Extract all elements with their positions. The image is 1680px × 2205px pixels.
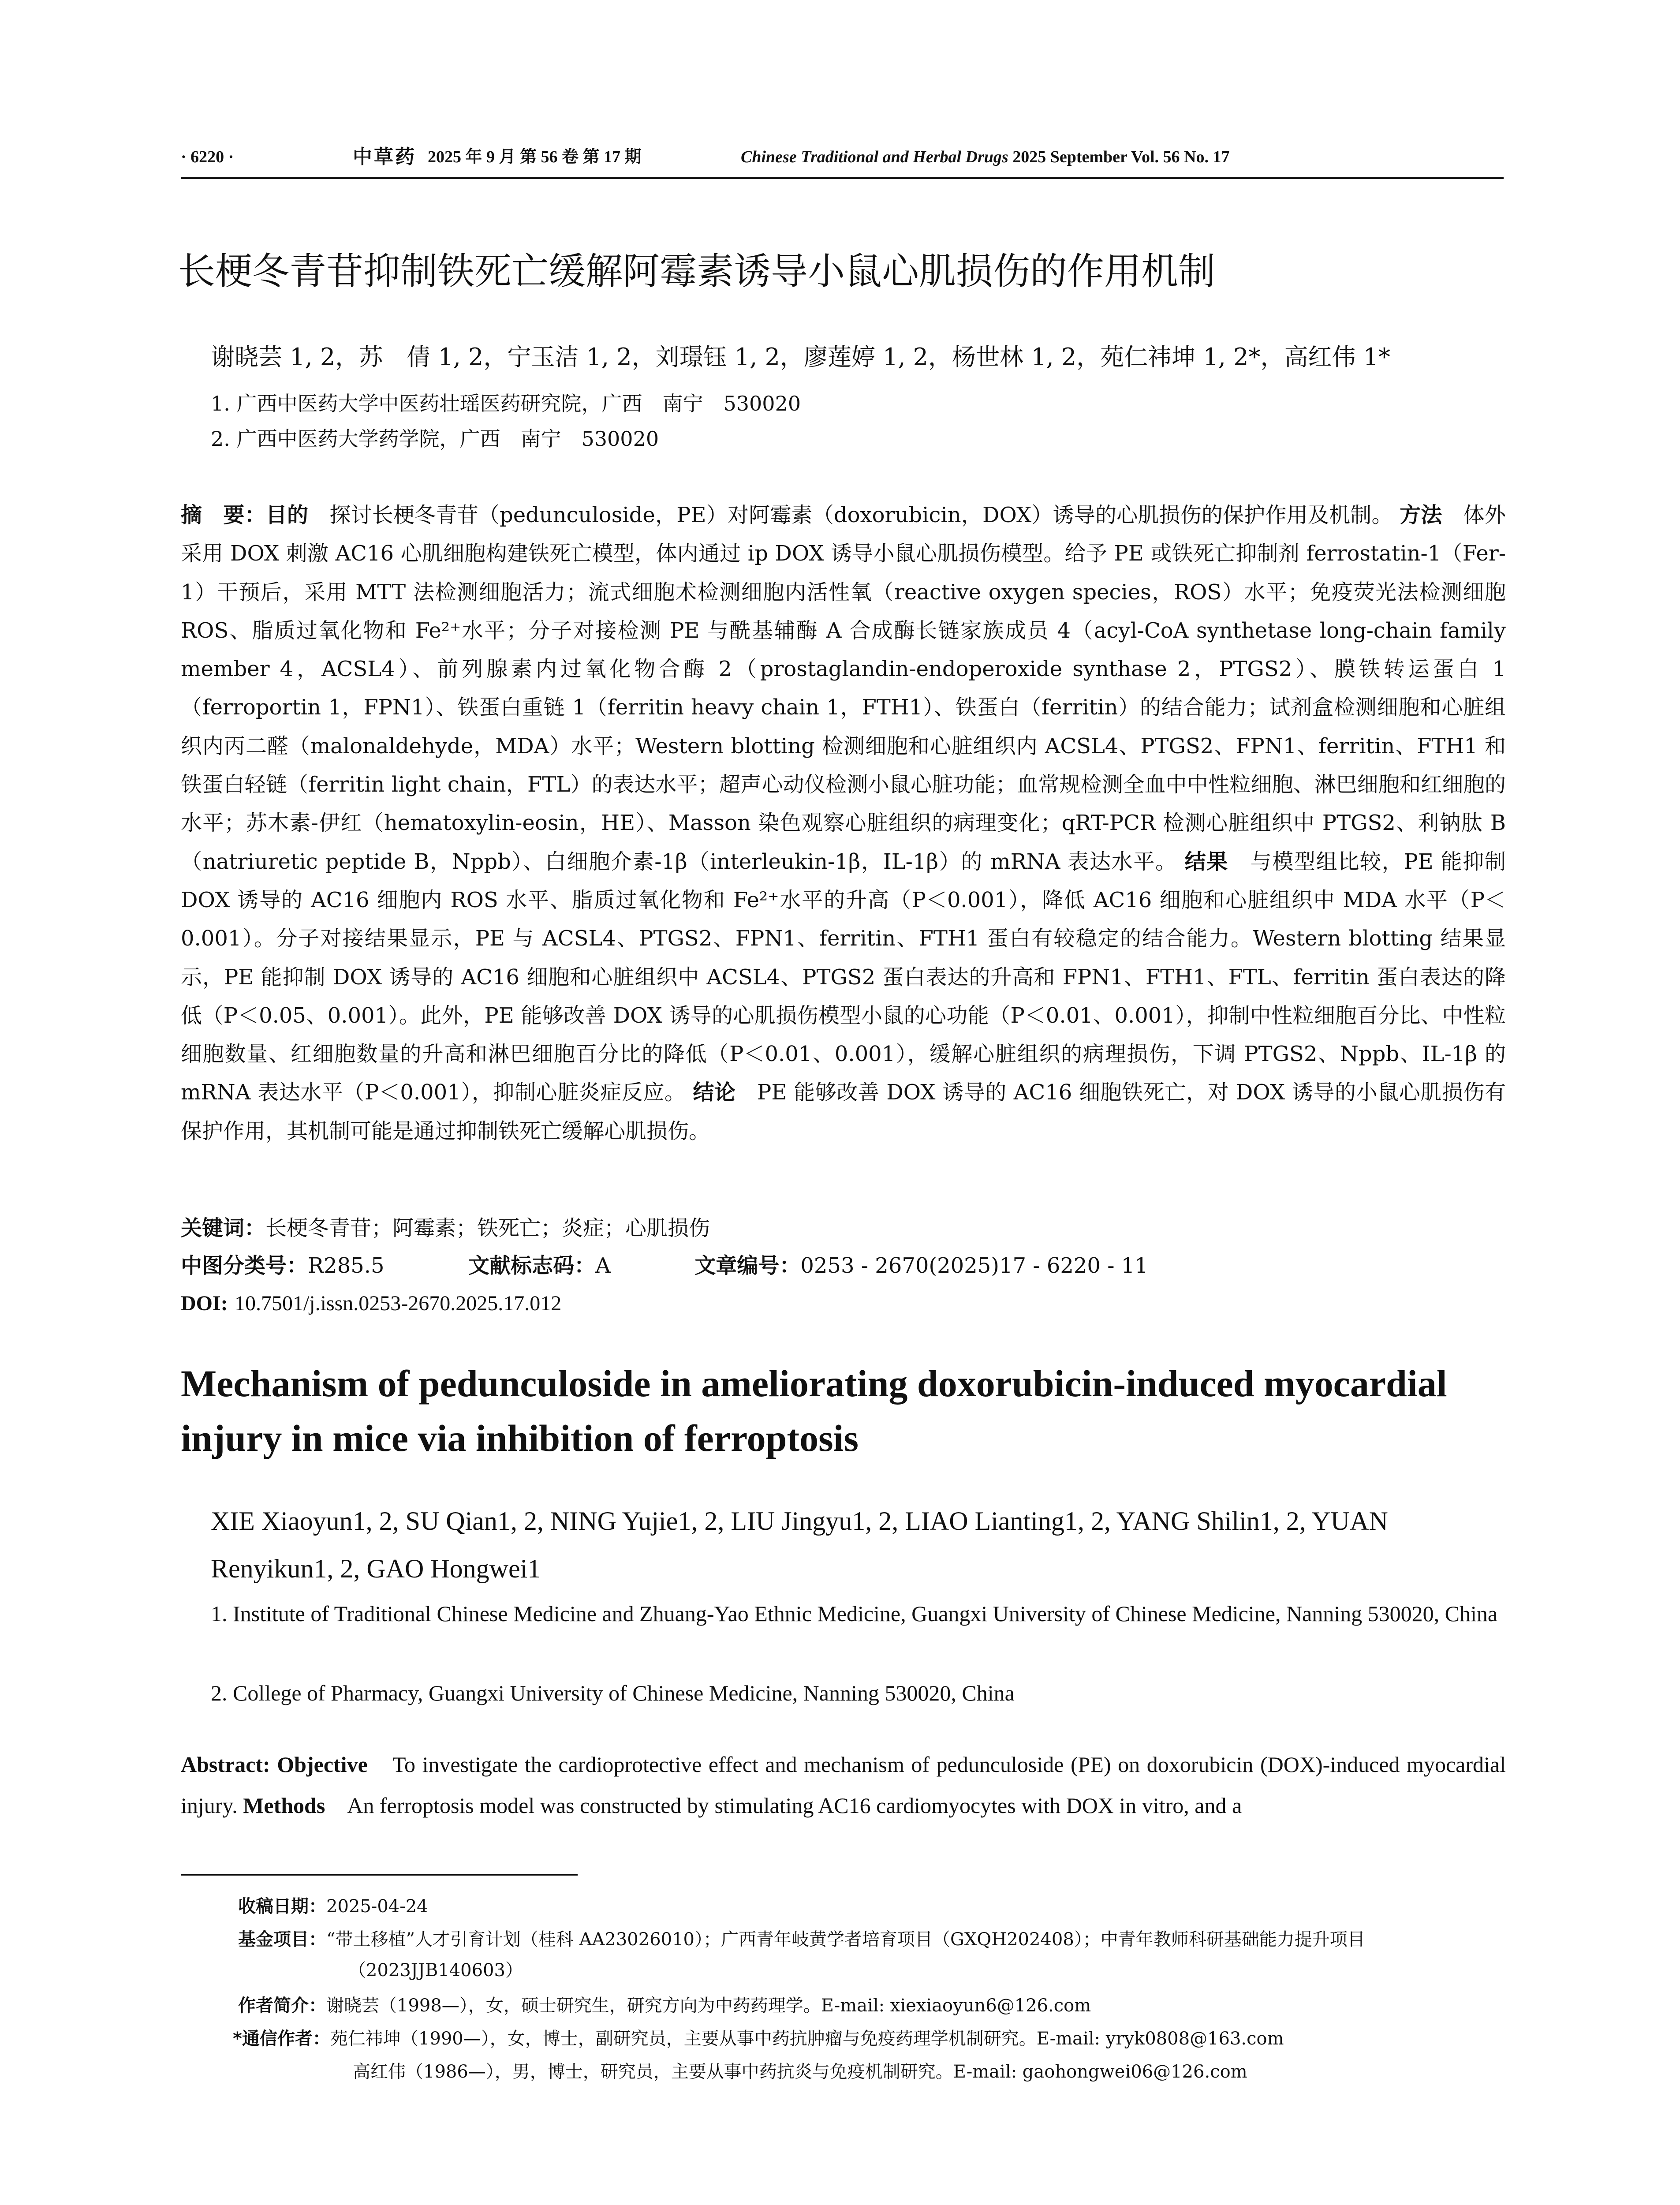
journal-name-en (741, 144, 1229, 170)
author-bio (238, 1991, 1091, 2020)
footnote-rule (181, 1874, 578, 1876)
classification-line (181, 1248, 1148, 1283)
doc-code-value: A (595, 1253, 611, 1278)
fund-label: 基金项目： (238, 1929, 326, 1950)
title-en: Mechanism of pedunculoside in ameliorating doxorubicin-induced myocardial injury in mice via inhibition of ferroptosis (181, 1362, 1447, 1459)
corresponding-2: 高红伟（1986—），男，博士，研究员，主要从事中药抗炎与免疫机制研究。E-mail: gaohongwei06@126.com (353, 2062, 1247, 2082)
corresponding-label: *通信作者： (233, 2029, 330, 2049)
page-number: · 6220 · (181, 148, 234, 166)
article-number-label: 文章编号： (694, 1253, 801, 1278)
abstract-en (181, 1744, 1506, 1826)
methods-en-label: Methods (243, 1793, 325, 1818)
authors-en: XIE Xiaoyun1, 2, SU Qian1, 2, NING Yujie1, 2, LIU Jingyu1, 2, LIAO Lianting1, 2, YANG Shilin1, 2, YUAN Renyikun1, 2, GAO Hongwei1 (211, 1506, 1388, 1583)
keywords-value: 长梗冬青苷；阿霉素；铁死亡；炎症；心肌损伤 (265, 1216, 710, 1241)
abstract-label: 摘 要： (181, 503, 266, 527)
received-value: 2025-04-24 (326, 1896, 428, 1917)
methods-en-text: An ferroptosis model was constructed by stimulating AC16 cardiomyocytes with DOX in vitro, and a (347, 1793, 1242, 1818)
methods-label: 方法 (1400, 503, 1442, 527)
author-bio-label: 作者简介： (238, 1996, 326, 2016)
corresponding-1-value: 苑仁祎坤（1990—），女，博士，副研究员，主要从事中药抗肿瘤与免疫药理学机制研究。E-mail: yryk0808@163.com (330, 2029, 1284, 2049)
results-text: 与模型组比较，PE 能抑制 DOX 诱导的 AC16 细胞内 ROS 水平、脂质过氧化物和 Fe²⁺水平的升高（P＜0.001），降低 AC16 细胞和心脏组织中 MDA 水平（P＜0.001）。分子对接结果显示，PE 与 ACSL4、PTGS2、FPN1、ferritin、FTH1 蛋白有较稳定的结合能力。Western blotting 结果显示，PE 能抑制 DOX 诱导的 AC16 细胞和心脏组织中 ACSL4、PTGS2 蛋白表达的升高和 FPN1、FTH1、FTL、ferritin 蛋白表达的降低（P＜0.05、0.001）。此外，PE 能够改善 DOX 诱导的心肌损伤模型小鼠的心功能（P＜0.01、0.001），抑制中性粒细胞百分比、中性粒细胞数量、红细胞数量的升高和淋巴细胞百分比的降低（P＜0.01、0.001），缓解心脏组织的病理损伤，下调 PTGS2、Nppb、IL-1β 的 mRNA 表达水平（P＜0.001），抑制心脏炎症反应。 (181, 849, 1506, 1105)
received-label: 收稿日期： (238, 1896, 326, 1917)
objective-text: 探讨长梗冬青苷（pedunculoside，PE）对阿霉素（doxorubicin，DOX）诱导的心肌损伤的保护作用及机制。 (329, 503, 1393, 527)
fund-value: “带土移植”人才引育计划（桂科 AA23026010）；广西青年岐黄学者培育项目（GXQH202408）；中青年教师科研基础能力提升项目 (326, 1929, 1365, 1950)
objective-label: 目的 (265, 503, 309, 527)
doi-label: DOI: (181, 1292, 228, 1315)
methods-text: 体外采用 DOX 刺激 AC16 心肌细胞构建铁死亡模型，体内通过 ip DOX 诱导小鼠心肌损伤模型。给予 PE 或铁死亡抑制剂 ferrostatin-1（Fer-1）干预后，采用 MTT 法检测细胞活力；流式细胞术检测细胞内活性氧（reactive oxygen species，ROS）水平；免疫荧光法检测细胞 ROS、脂质过氧化物和 Fe²⁺水平；分子对接检测 PE 与酰基辅酶 A 合成酶长链家族成员 4（acyl-CoA synthetase long-chain family member 4，ACSL4）、前列腺素内过氧化物合酶 2（prostaglandin-endoperoxide synthase 2，PTGS2）、膜铁转运蛋白 1（ferroportin 1，FPN1）、铁蛋白重链 1（ferritin heavy chain 1，FTH1）、铁蛋白（ferritin）的结合能力；试剂盒检测细胞和心脏组织内丙二醛（malonaldehyde，MDA）水平；Western blotting 检测细胞和心脏组织内 ACSL4、PTGS2、FPN1、ferritin、FTH1 和铁蛋白轻链（ferritin light chain，FTL）的表达水平；超声心动仪检测小鼠心脏功能；血常规检测全血中中性粒细胞、淋巴细胞和红细胞的水平；苏木素-伊红（hematoxylin-eosin，HE）、Masson 染色观察心脏组织的病理变化；qRT-PCR 检测心脏组织中 PTGS2、利钠肽 B（natriuretic peptide B，Nppb）、白细胞介素-1β（interleukin-1β，IL-1β）的 mRNA 表达水平。 (181, 503, 1506, 874)
title-cn: 长梗冬青苷抑制铁死亡缓解阿霉素诱导小鼠心肌损伤的作用机制 (178, 250, 1216, 293)
authors-cn: 谢晓芸 1, 2，苏 倩 1, 2，宁玉洁 1, 2，刘璟钰 1, 2，廖莲婷 1, 2，杨世林 1, 2，苑仁祎坤 1, 2*，高红伟 1* (211, 343, 1390, 371)
journal-logo: 中草药 (353, 146, 416, 168)
results-label: 结果 (1184, 849, 1228, 874)
objective-en-text: To investigate the cardioprotective effect and mechanism of pedunculoside (PE) on doxorubicin (DOX)-induced myocardial injury. (181, 1752, 1506, 1818)
clc-label: 中图分类号： (181, 1253, 308, 1278)
doi-line (181, 1286, 561, 1321)
author-bio-value: 谢晓芸（1998—），女，硕士研究生，研究方向为中药药理学。E-mail: xiexiaoyun6@126.com (326, 1996, 1091, 2016)
journal-title-en: Chinese Traditional and Herbal Drugs (741, 148, 1008, 166)
doc-code-label: 文献标志码： (468, 1253, 596, 1278)
doi-link[interactable]: 10.7501/j.issn.0253-2670.2025.17.012 (234, 1292, 562, 1315)
conclusion-label: 结论 (693, 1080, 736, 1105)
affiliation-cn-2: 2. 广西中医药大学药学院，广西 南宁 530020 (211, 427, 659, 451)
fund-continuation: （2023JJB140603） (348, 1960, 523, 1981)
abstract-en-label: Abstract: Objective (181, 1752, 368, 1777)
affiliation-cn-1: 1. 广西中医药大学中医药壮瑶医药研究院，广西 南宁 530020 (211, 392, 801, 415)
keywords-label: 关键词： (181, 1216, 266, 1241)
issue-en: 2025 September Vol. 56 No. 17 (1012, 148, 1230, 166)
affiliation-en-2: 2. College of Pharmacy, Guangxi University of Chinese Medicine, Nanning 530020, China (211, 1681, 1015, 1705)
abstract-cn (181, 496, 1506, 1151)
running-header (181, 144, 1504, 170)
issue-cn: 2025 年 9 月 第 56 卷 第 17 期 (428, 148, 642, 166)
header-rule (181, 177, 1504, 179)
keywords-line (181, 1211, 710, 1246)
article-number-value: 0253 - 2670(2025)17 - 6220 - 11 (800, 1253, 1148, 1278)
received-date (238, 1892, 428, 1921)
affiliation-en-1: 1. Institute of Traditional Chinese Medicine and Zhuang-Yao Ethnic Medicine, Guangxi University of Chinese Medicine, Nanning 530020, China (211, 1601, 1498, 1626)
conclusion-text: PE 能够改善 DOX 诱导的 AC16 细胞铁死亡，对 DOX 诱导的小鼠心肌损伤有保护作用，其机制可能是通过抑制铁死亡缓解心肌损伤。 (181, 1080, 1506, 1144)
fund-line (238, 1925, 1365, 1954)
clc-value: R285.5 (308, 1253, 385, 1278)
corresponding-1 (233, 2024, 1284, 2053)
